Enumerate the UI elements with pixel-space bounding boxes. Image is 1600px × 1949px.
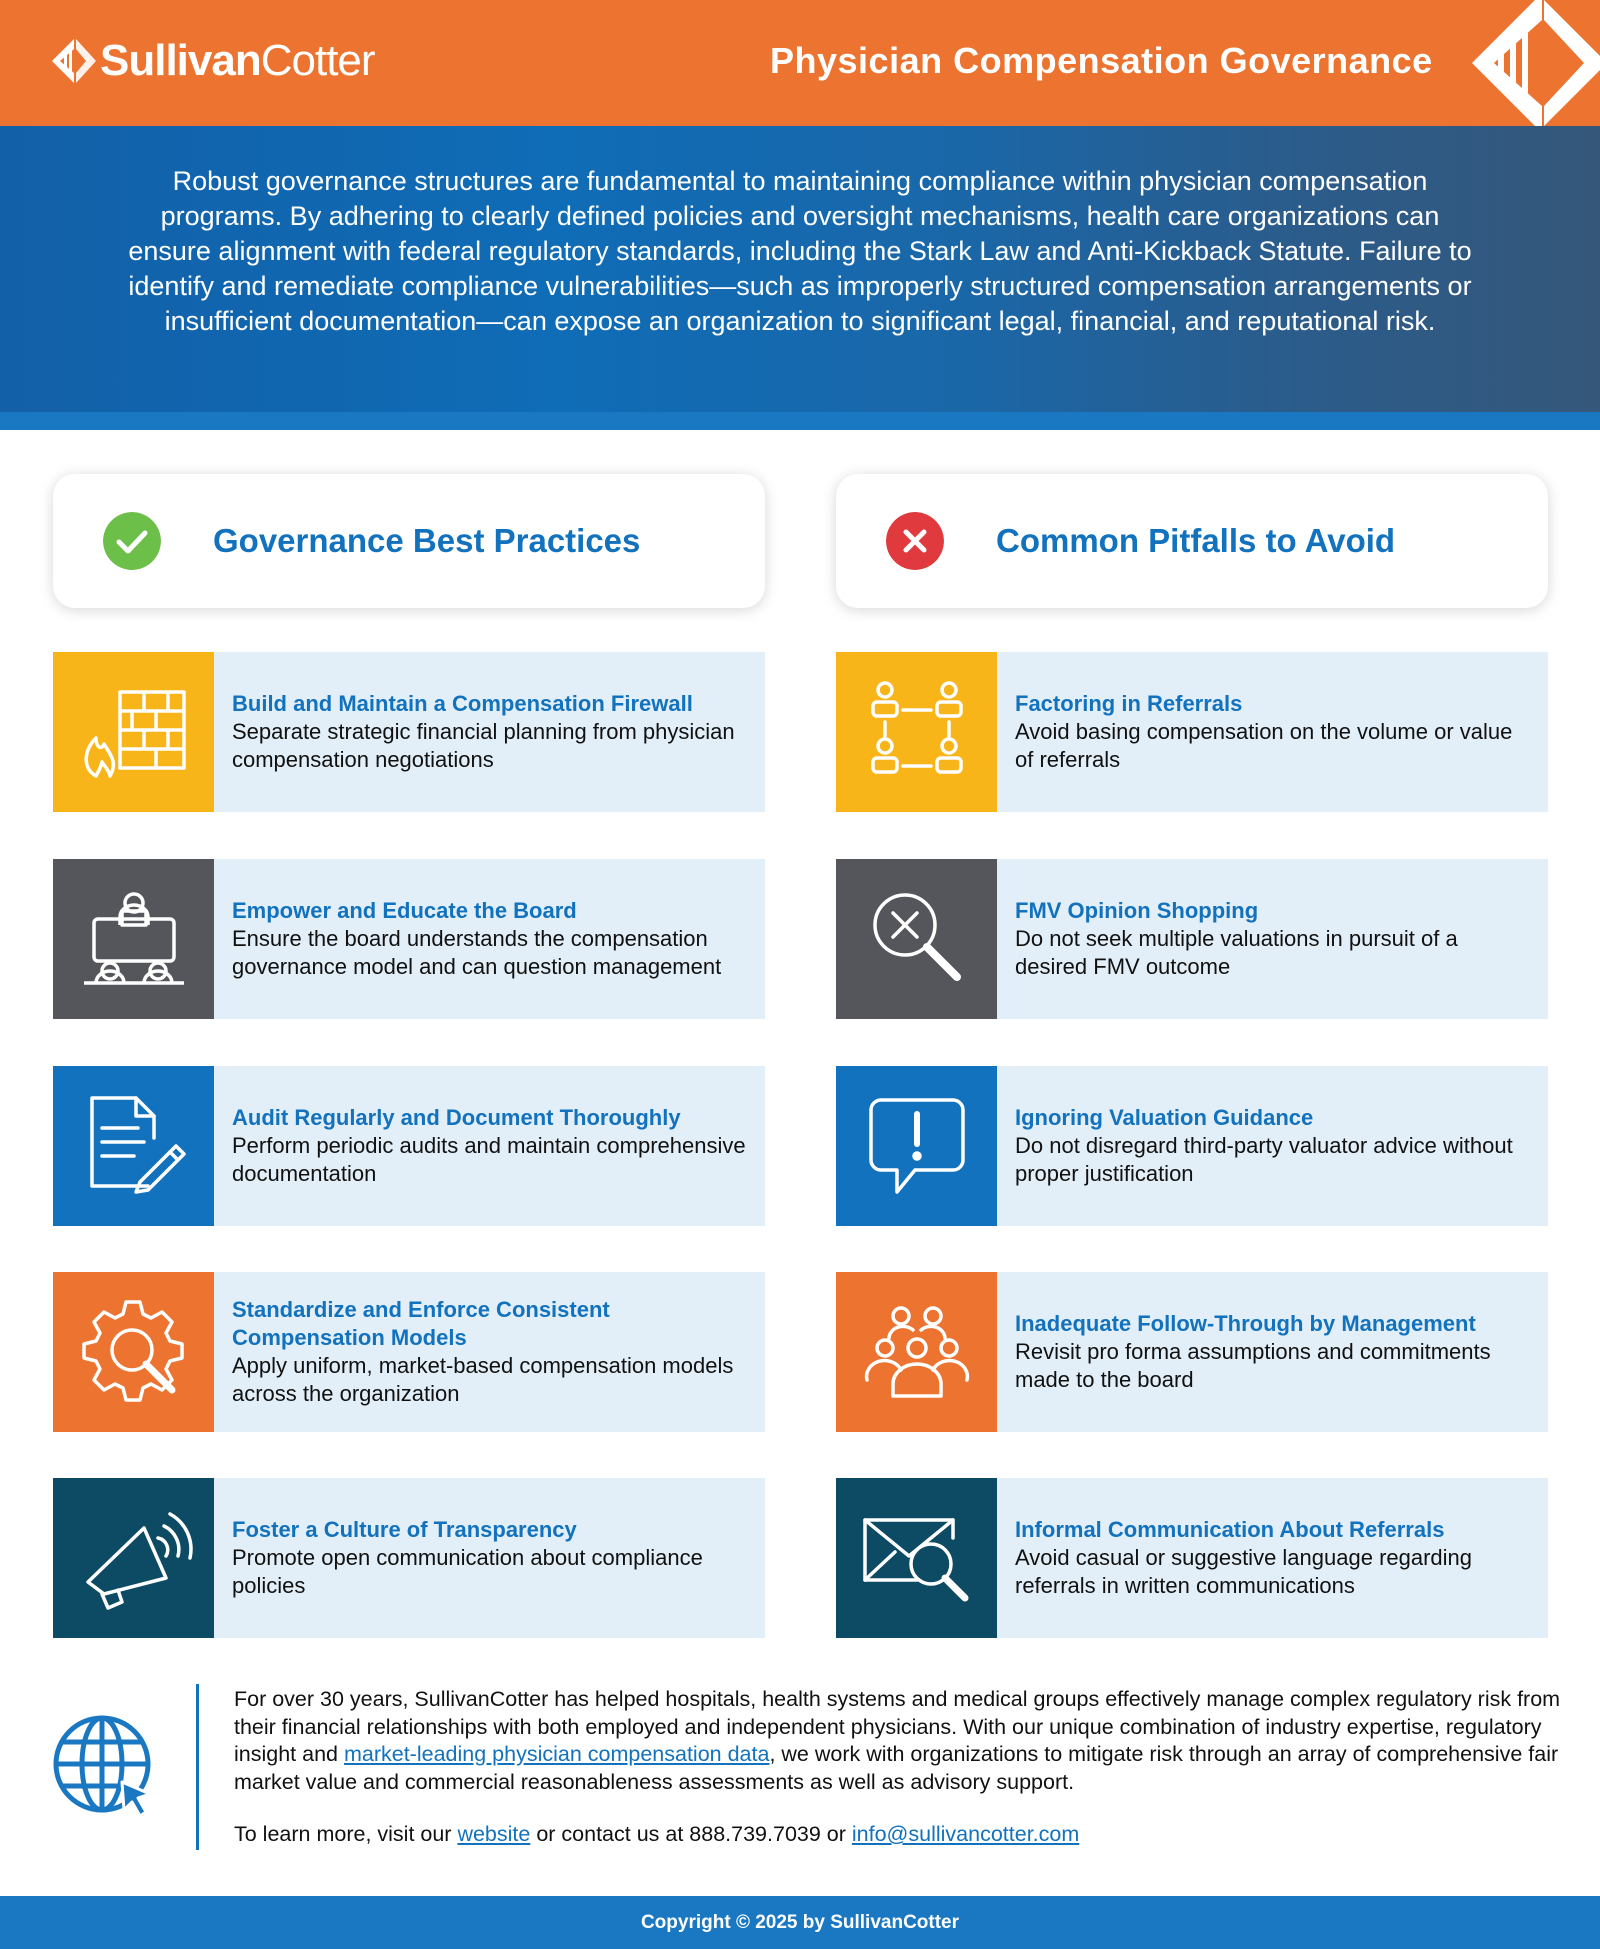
- x-circle-icon: [886, 512, 944, 570]
- best-practices-title: Governance Best Practices: [213, 522, 641, 559]
- item-description: Perform periodic audits and maintain comprehensive documentation: [232, 1133, 746, 1186]
- pitfall-item: [836, 1478, 1548, 1638]
- item-title: Ignoring Valuation Guidance: [1015, 1105, 1314, 1130]
- best-practice-item: [53, 652, 765, 812]
- about-text: For over 30 years, SullivanCotter has helped hospitals, health systems and medical groups effectively manage complex regulatory risk from their financial relationships with both employed and independent physicians. With our unique combination of industry expertise, regulatory insight and market-leading physician compensation data, we work with organizations to mitigate risk through an array of comprehensive fair market value and commercial reasonableness assessments as well as advisory support.: [234, 1687, 1561, 1794]
- item-description: Avoid casual or suggestive language regarding referrals in written communications: [1015, 1545, 1473, 1598]
- item-description: Apply uniform, market-based compensation models across the organization: [232, 1353, 734, 1406]
- item-description: Promote open communication about compliance policies: [232, 1545, 703, 1598]
- search-x-icon: [836, 859, 997, 1019]
- best-practice-item: [53, 1478, 765, 1638]
- item-title: Informal Communication About Referrals: [1015, 1517, 1445, 1542]
- brand-name: SullivanCotter: [100, 36, 375, 85]
- pitfalls-header: [836, 474, 1548, 608]
- check-circle-icon: [103, 512, 161, 570]
- group-icon: [836, 1272, 997, 1432]
- item-description: Ensure the board understands the compensation governance model and can question management: [232, 926, 722, 979]
- pitfalls-title: Common Pitfalls to Avoid: [996, 522, 1396, 559]
- pitfall-item: [836, 1066, 1548, 1226]
- intro-banner: [0, 126, 1600, 430]
- best-practice-item: [53, 1272, 765, 1432]
- item-title: Audit Regularly and Document Thoroughly: [232, 1105, 681, 1130]
- item-description: Do not disregard third-party valuator advice without proper justification: [1015, 1133, 1513, 1186]
- website-link[interactable]: website: [457, 1822, 531, 1846]
- page-title: Physician Compensation Governance: [770, 40, 1433, 81]
- boardroom-icon: [53, 859, 214, 1019]
- item-title: Foster a Culture of Transparency: [232, 1517, 577, 1542]
- item-description: Revisit pro forma assumptions and commitments made to the board: [1015, 1339, 1491, 1392]
- item-description: Avoid basing compensation on the volume or value of referrals: [1015, 719, 1513, 772]
- alert-message-icon: [836, 1066, 997, 1226]
- intro-text: Robust governance structures are fundamental to maintaining compliance within physician compensation programs. By adhering to clearly defined policies and oversight mechanisms, health care organizations can ensure alignment with federal regulatory standards, including the Stark Law and Anti-Kickback Statute. Failure to identify and remediate compliance vulnerabilities—such as improperly structured compensation arrangements or insufficient documentation—can expose an organization to significant legal, financial, and reputational risk.: [128, 166, 1472, 336]
- item-title: Factoring in Referrals: [1015, 691, 1243, 716]
- pitfall-item: [836, 1272, 1548, 1432]
- pitfall-item: [836, 652, 1548, 812]
- document-edit-icon: [53, 1066, 214, 1226]
- item-description: Separate strategic financial planning from physician compensation negotiations: [232, 719, 735, 772]
- item-title: Standardize and Enforce Consistent Compensation Models: [232, 1297, 610, 1350]
- referral-network-icon: [836, 652, 997, 812]
- mail-search-icon: [836, 1478, 997, 1638]
- item-title: Inadequate Follow-Through by Management: [1015, 1311, 1476, 1336]
- item-title: Build and Maintain a Compensation Firewall: [232, 691, 693, 716]
- best-practice-item: [53, 1066, 765, 1226]
- gear-search-icon: [53, 1272, 214, 1432]
- email-link[interactable]: info@sullivancotter.com: [851, 1822, 1080, 1846]
- megaphone-icon: [53, 1478, 214, 1638]
- contact-text: To learn more, visit our website or contact us at 888.739.7039 or info@sullivancotter.com: [234, 1822, 1080, 1846]
- best-practice-item: [53, 859, 765, 1019]
- brand-mark-icon: [1472, 0, 1600, 126]
- item-title: Empower and Educate the Board: [232, 898, 577, 923]
- brand-logo[interactable]: [52, 36, 375, 86]
- compensation-data-link[interactable]: market-leading physician compensation data: [343, 1742, 770, 1766]
- firewall-icon: [53, 652, 214, 812]
- item-title: FMV Opinion Shopping: [1015, 898, 1259, 923]
- header-bar: [0, 0, 1600, 126]
- item-description: Do not seek multiple valuations in pursuit of a desired FMV outcome: [1015, 926, 1458, 979]
- copyright-bar: Copyright © 2025 by SullivanCotter: [0, 1896, 1600, 1949]
- globe-cursor-icon: [50, 1712, 160, 1822]
- logo-mark-icon: [52, 39, 96, 83]
- pitfall-item: [836, 859, 1548, 1019]
- best-practices-header: [53, 474, 765, 608]
- divider: [196, 1684, 199, 1850]
